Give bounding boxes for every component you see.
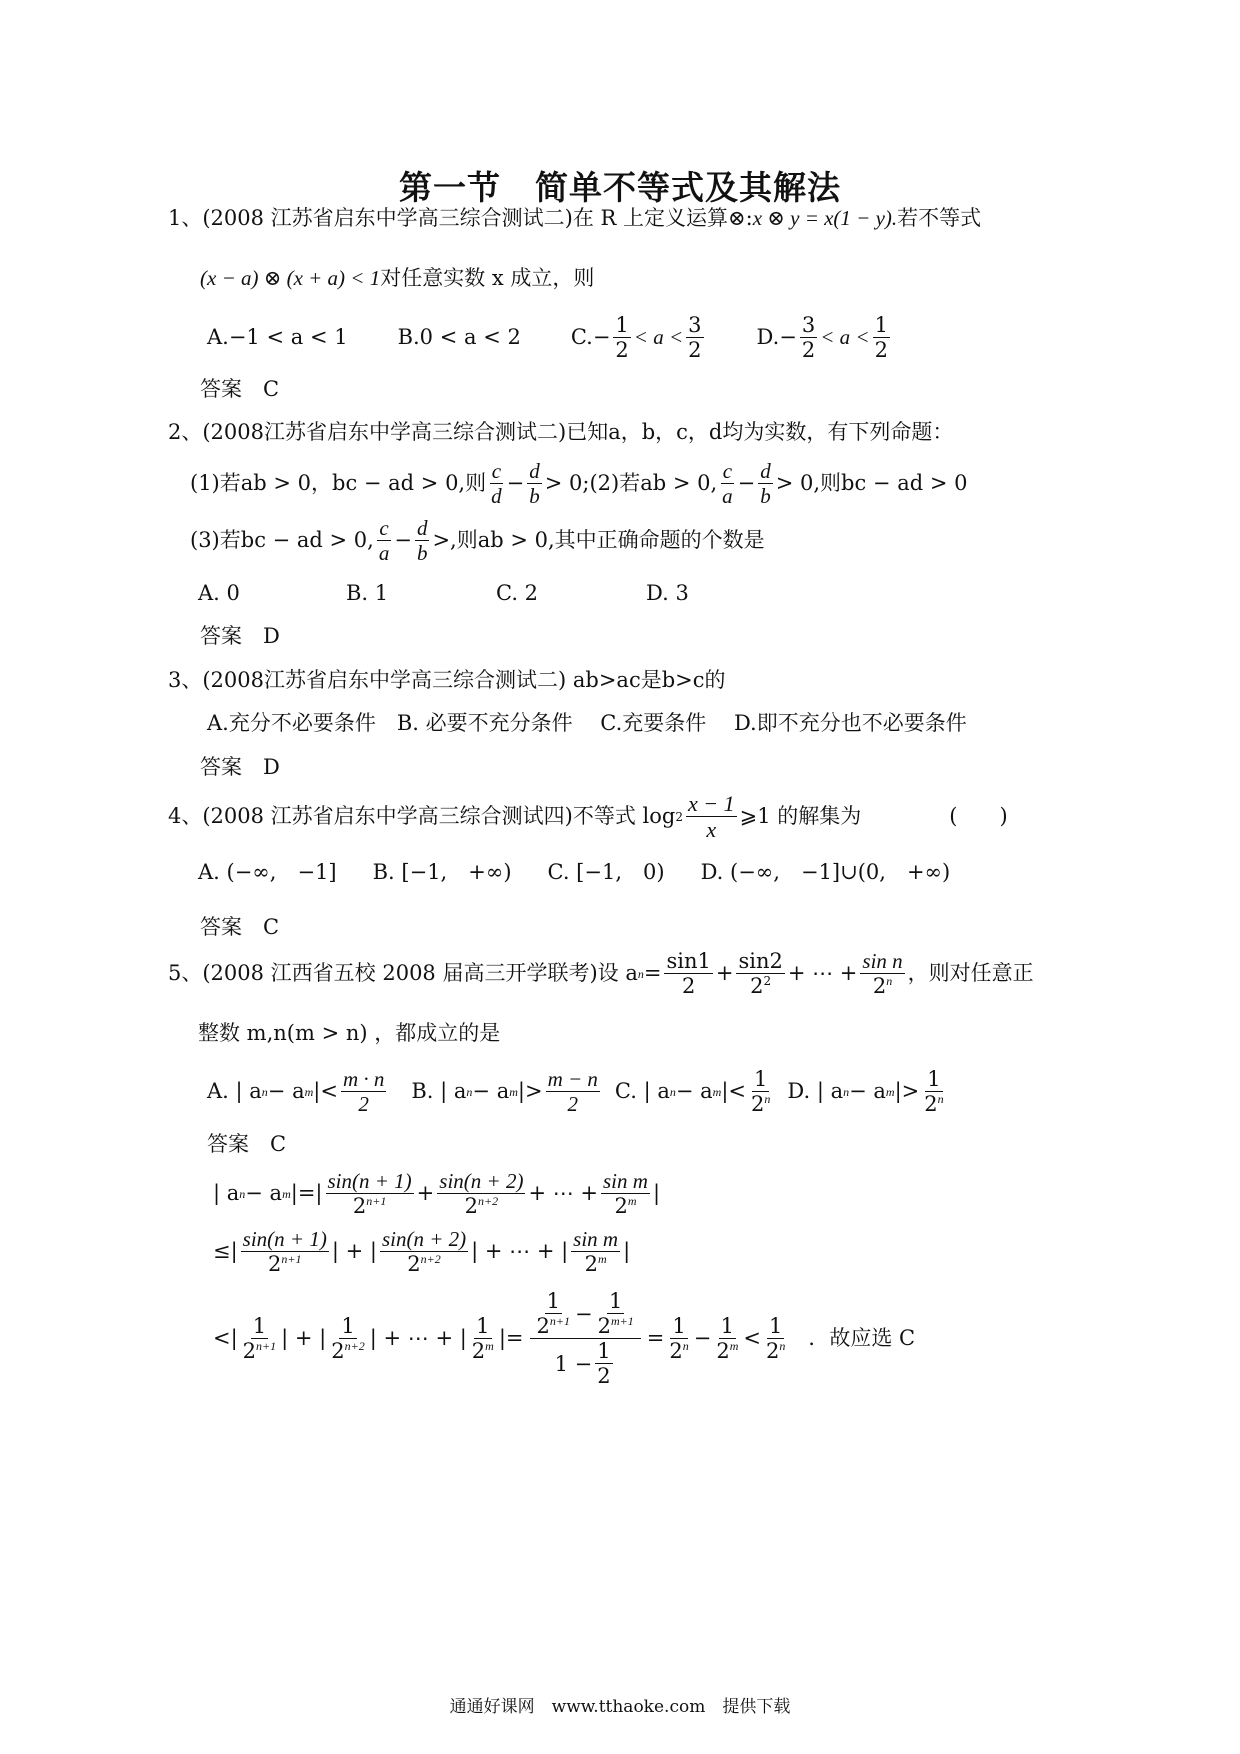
q5-option-b: B. | a n − a m |> $\frac{m - n}{2}$: [411, 1067, 598, 1117]
q3-options: A.充分不必要条件 B. 必要不充分条件 C.充要条件 D.即不充分也不必要条件: [207, 711, 967, 735]
q5-answer: 答案 C: [207, 1132, 287, 1156]
q4-option-d: D. (−∞, −1]∪(0, +∞): [700, 860, 951, 884]
q5-stem: 5、(2008 江西省五校 2008 届高三开学联考)设 a n = $\frac{\sin 1}{2}$ + $\frac{\sin 2}{2^2}$ + ⋯ + $\frac{\text{sin n}}{2^n}$ ，则对任意正: [168, 949, 1034, 999]
q3-stem: 3、(2008江苏省启东中学高三综合测试二) ab>ac是b>c的: [168, 668, 726, 692]
q5-solution-line-1: | a n − a m |=| $\frac{\sin(n + 1)}{2^{n+1}}$ + $\frac{\sin(n + 2)}{2^{n+2}}$ + ⋯ + $\frac{\text{sin m}}{2^m}$ |: [213, 1169, 661, 1219]
q2-proposition-1-2: (1)若ab > 0，bc − ad > 0,则 $\frac{c}{d}$ − $\frac{d}{b}$ > 0;(2)若ab > 0, $\frac{c}{a}$ − $\frac{d}{b}$ > 0,则bc − ad > 0: [190, 459, 968, 509]
q1-option-d: D.− $\frac{3}{2}$ < a < $\frac{1}{2}$: [756, 313, 888, 363]
q2-answer: 答案 D: [200, 624, 280, 648]
q3-answer: 答案 D: [200, 755, 280, 779]
page-footer: 通通好课网 www.tthaoke.com 提供下载: [449, 1697, 791, 1717]
q2-option-a: A. 0: [198, 581, 240, 605]
q2-option-d: D. 3: [646, 581, 689, 605]
q1-options: [207, 314, 893, 361]
q1-stem-2: (x − a) ⊗ (x + a) < 1 对任意实数 x 成立，则: [200, 266, 595, 290]
q1-option-b: B.0 < a < 2: [397, 325, 521, 350]
q4-answer-paren: ( ): [949, 804, 1008, 829]
q5-stem-2: 整数 m,n(m > n) ，都成立的是: [198, 1021, 501, 1045]
q4-option-c: C. [−1, 0): [547, 860, 665, 884]
q5-solution-line-2: ≤| $\frac{\sin(n + 1)}{2^{n+1}}$ | + | $\frac{\sin(n + 2)}{2^{n+2}}$ | + ⋯ + | $\frac{\text{sin m}}{2^m}$ |: [213, 1227, 631, 1277]
q4-stem: 4、(2008 江苏省启东中学高三综合测试四)不等式 log 2 $\frac{x - 1}{x}$ ⩾1 的解集为 ( ): [168, 791, 1008, 843]
q4-options: [198, 862, 950, 883]
q4-option-b: B. [−1, +∞): [372, 860, 512, 884]
q1-stem: 1、(2008 江苏省启东中学高三综合测试二)在 R 上定义运算⊗: x ⊗ y = x(1 − y). 若不等式: [168, 206, 982, 230]
q1-option-a: A.−1 < a < 1: [207, 325, 348, 350]
q1-answer: 答案 C: [200, 377, 280, 401]
q2-stem: 2、(2008江苏省启东中学高三综合测试二)已知a，b，c，d均为实数，有下列命题：: [168, 420, 954, 444]
q2-option-c: C. 2: [496, 581, 539, 605]
q2-options: [198, 583, 689, 604]
q2-proposition-3: (3)若bc − ad > 0, $\frac{c}{a}$ − $\frac{d}{b}$ >,则ab > 0,其中正确命题的个数是: [190, 516, 765, 566]
page-title: 第一节 简单不等式及其解法: [399, 168, 841, 207]
q5-option-a: A. | a n − a m |< $\frac{m \cdot n}{2}$: [207, 1067, 385, 1117]
q5-option-c: C. | a n − a m |< $\frac{1}{2^n}$: [614, 1067, 771, 1117]
q4-option-a: A. (−∞, −1]: [198, 860, 337, 884]
q5-option-d: D. | a n − a m |> $\frac{1}{2^n}$: [787, 1067, 944, 1117]
q4-answer: 答案 C: [200, 915, 280, 939]
q5-options: [207, 1068, 949, 1115]
q2-option-b: B. 1: [346, 581, 389, 605]
q5-solution-line-3: <| $\frac{1}{2^{n+1}}$ | + | $\frac{1}{2^{n+2}}$ | + ⋯ + | $\frac{1}{2^m}$ |= $\frac{1}{2^{n+1}}$ − $\frac{1}{2^{m+1}}$ 1 − $\frac{1}{2}$ = $\frac{1}{2^n}$ − $\frac{1}{2^m}$ < $\frac{1}{2^n}$ ．故应选 C: [213, 1289, 916, 1389]
q1-option-c: C.− $\frac{1}{2}$ < a < $\frac{3}{2}$: [570, 313, 702, 363]
